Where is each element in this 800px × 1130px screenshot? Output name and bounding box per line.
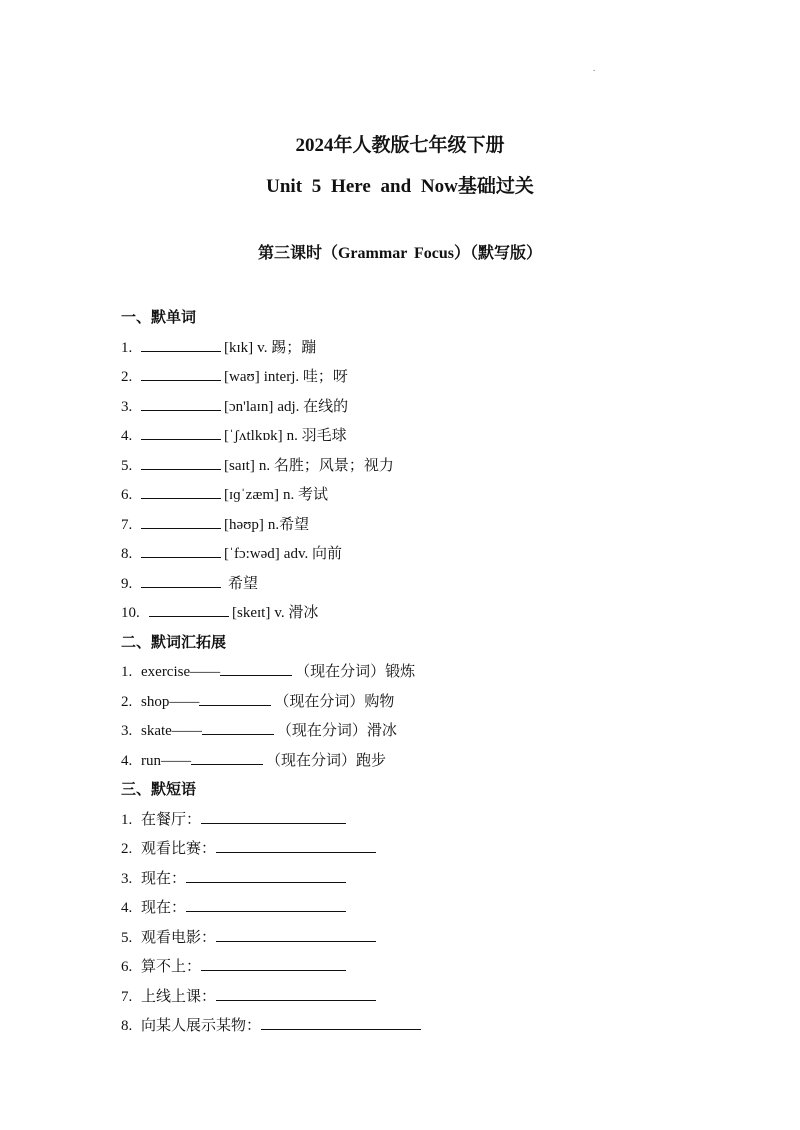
phrase-prompt: 现在： (141, 900, 187, 916)
section-heading-phrases: 三、默短语 (121, 782, 197, 798)
item-number: 4. (121, 900, 133, 916)
section-heading-words: 一、默单词 (121, 310, 197, 326)
answer-blank[interactable] (141, 336, 221, 352)
form-note: （现在分词）购物 (274, 693, 395, 710)
word-item (121, 454, 681, 484)
meaning: adv. 向前 (283, 546, 342, 562)
phonetic: [ɔn'laɪn] (224, 398, 274, 415)
answer-blank[interactable] (191, 749, 263, 765)
answer-blank[interactable] (141, 365, 221, 381)
word-item (121, 365, 681, 395)
meaning: n. 羽毛球 (286, 428, 347, 444)
phrase-item (121, 808, 681, 838)
phrase-item (121, 985, 681, 1015)
word-form-item (121, 690, 681, 720)
meaning: n. 名胜；风景；视力 (258, 457, 394, 474)
base-word: shop—— (141, 693, 200, 710)
phrase-prompt: 在餐厅： (141, 811, 202, 828)
phonetic: [skeɪt] (232, 605, 271, 621)
item-number: 8. (121, 1018, 133, 1034)
item-number: 2. (121, 693, 133, 710)
word-form-item (121, 660, 681, 690)
item-number: 2. (121, 841, 133, 857)
answer-blank[interactable] (202, 719, 274, 735)
answer-blank[interactable] (201, 955, 346, 971)
item-number: 1. (121, 811, 133, 828)
item-number: 3. (121, 398, 133, 415)
answer-blank[interactable] (141, 513, 221, 529)
word-item (121, 395, 681, 425)
phonetic: [ˈfɔ:wəd] (224, 546, 280, 562)
word-item (121, 601, 681, 631)
item-number: 8. (121, 546, 133, 562)
answer-blank[interactable] (141, 454, 221, 470)
phonetic: [kɪk] (224, 339, 254, 356)
item-number: 3. (121, 723, 133, 739)
lesson-subtitle: 第三课时（Grammar Focus）（默写版） (257, 245, 543, 262)
item-number: 4. (121, 752, 133, 769)
phrase-item (121, 867, 681, 897)
base-word: skate—— (141, 723, 202, 739)
answer-blank[interactable] (216, 985, 376, 1001)
meaning: 希望 (228, 575, 259, 592)
answer-blank[interactable] (186, 867, 346, 883)
phonetic: [ˈʃʌtlkɒk] (224, 428, 283, 444)
item-number: 6. (121, 959, 133, 975)
item-number: 5. (121, 457, 133, 474)
phrase-item (121, 1014, 681, 1044)
item-number: 4. (121, 428, 133, 444)
answer-blank[interactable] (201, 808, 346, 824)
word-item (121, 336, 681, 366)
answer-blank[interactable] (186, 896, 346, 912)
phonetic: [ɪɡˈzæm] (224, 487, 279, 503)
item-number: 9. (121, 575, 133, 592)
phonetic: [waʊ] (224, 369, 260, 385)
word-form-item (121, 749, 681, 779)
phrase-prompt: 向某人展示某物： (141, 1018, 262, 1034)
phrase-item (121, 896, 681, 926)
form-note: （现在分词）滑冰 (276, 723, 397, 739)
base-word: exercise—— (141, 664, 221, 680)
item-number: 7. (121, 988, 133, 1005)
phrase-prompt: 观看电影： (141, 929, 217, 946)
worksheet-content (121, 306, 681, 1044)
meaning: v. 踢；蹦 (257, 339, 317, 356)
meaning: interj. 哇；呀 (263, 369, 348, 385)
phrase-item (121, 955, 681, 985)
item-number: 5. (121, 929, 133, 946)
word-item (121, 572, 681, 602)
word-item (121, 542, 681, 572)
word-item (121, 424, 681, 454)
item-number: 3. (121, 870, 133, 887)
corner-mark: . (593, 63, 596, 73)
word-form-item (121, 719, 681, 749)
phrase-prompt: 算不上： (141, 959, 202, 975)
page-title: 2024年人教版七年级下册 (295, 135, 505, 156)
answer-blank[interactable] (216, 926, 376, 942)
answer-blank[interactable] (199, 690, 271, 706)
phrase-prompt: 现在： (141, 870, 187, 887)
form-note: （现在分词）跑步 (266, 752, 387, 769)
item-number: 1. (121, 339, 133, 356)
answer-blank[interactable] (149, 601, 229, 617)
answer-blank[interactable] (261, 1014, 421, 1030)
answer-blank[interactable] (141, 424, 221, 440)
item-number: 10. (121, 605, 140, 621)
word-item (121, 483, 681, 513)
item-number: 6. (121, 487, 133, 503)
meaning: n. 考试 (282, 487, 328, 503)
phrase-item (121, 926, 681, 956)
phonetic: [həʊp] (224, 516, 264, 533)
answer-blank[interactable] (216, 837, 376, 853)
word-item (121, 513, 681, 543)
phrase-item (121, 837, 681, 867)
answer-blank[interactable] (141, 542, 221, 558)
unit-title: Unit 5 Here and Now基础过关 (266, 176, 534, 197)
section-heading-word-forms: 二、默词汇拓展 (121, 634, 227, 651)
form-note: （现在分词）锻炼 (295, 664, 416, 680)
item-number: 1. (121, 664, 133, 680)
meaning: v. 滑冰 (274, 605, 319, 621)
phrase-prompt: 上线上课： (141, 988, 217, 1005)
phonetic: [saɪt] (224, 457, 255, 474)
item-number: 2. (121, 369, 133, 385)
base-word: run—— (141, 752, 191, 769)
meaning: n.希望 (267, 516, 310, 533)
phrase-prompt: 观看比赛： (141, 841, 217, 857)
item-number: 7. (121, 516, 133, 533)
answer-blank[interactable] (220, 660, 292, 676)
meaning: adj. 在线的 (277, 398, 349, 415)
answer-blank[interactable] (141, 483, 221, 499)
answer-blank[interactable] (141, 572, 221, 588)
answer-blank[interactable] (141, 395, 221, 411)
